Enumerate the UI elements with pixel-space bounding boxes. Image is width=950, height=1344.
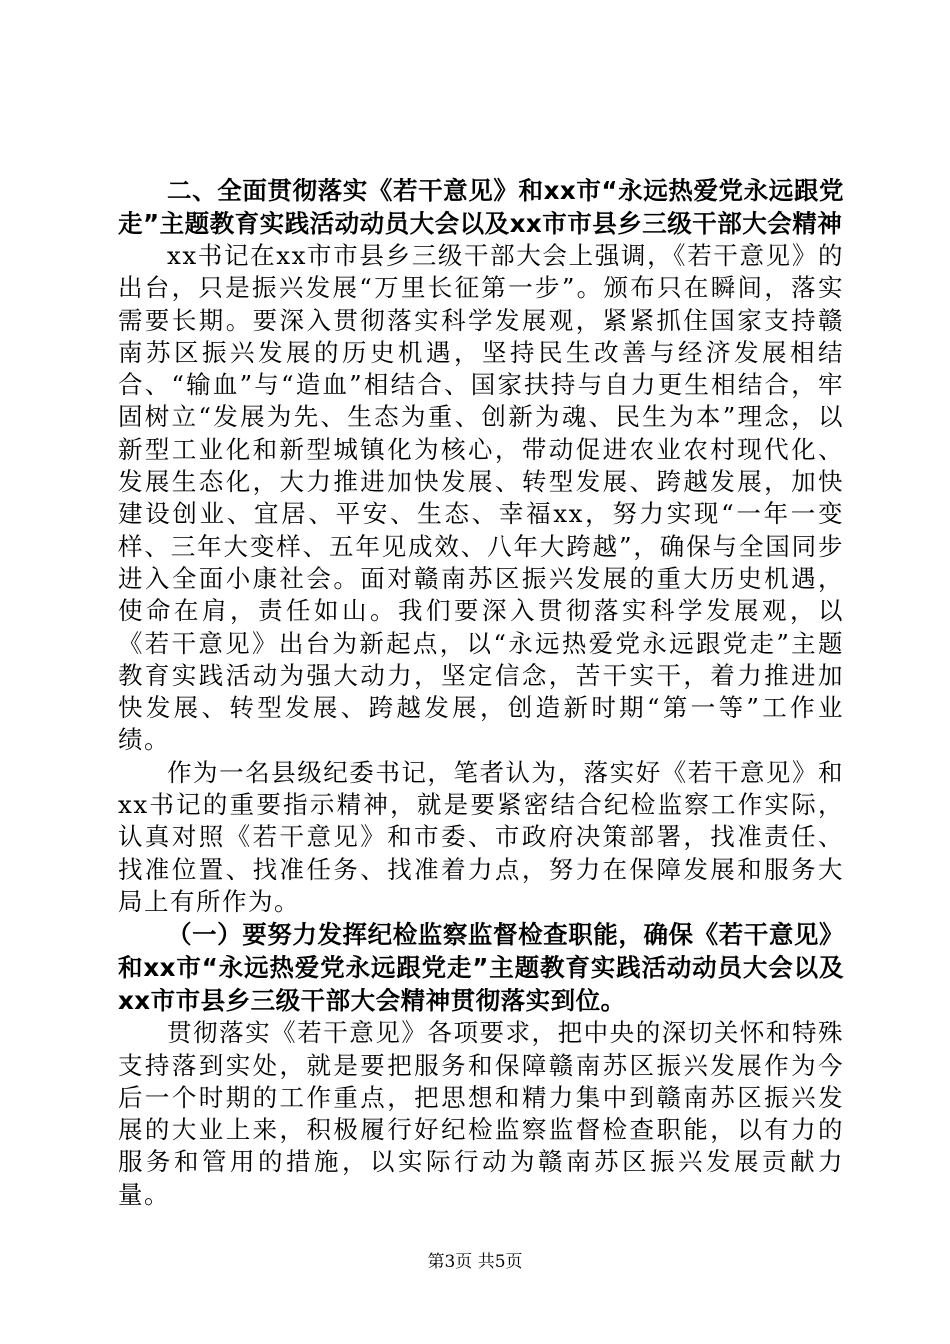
section-heading: 二、全面贯彻落实《若干意见》和xx市“永远热爱党永远跟党走”主题教育实践活动动员大会以及xx市市县乡三级干部大会精神 — [118, 176, 844, 238]
body-paragraph: 贯彻落实《若干意见》各项要求，把中央的深切关怀和特殊支持落到实处，就是要把服务和保障赣南苏区振兴发展作为今后一个时期的工作重点，把思想和精力集中到赣南苏区振兴发展的大业上来，积极履行好纪检监察监督检查职能，以有力的服务和管用的措施，以实际行动为赣南苏区振兴发展贡献力量。 — [118, 1018, 844, 1209]
document-body — [118, 174, 844, 1211]
body-paragraph: 作为一名县级纪委书记，笔者认为，落实好《若干意见》和xx书记的重要指示精神，就是要紧密结合纪检监察工作实际，认真对照《若干意见》和市委、市政府决策部署，找准责任、找准位置、找准任务、找准着力点，努力在保障发展和服务大局上有所作为。 — [118, 757, 844, 916]
subsection-heading: （一）要努力发挥纪检监察监督检查职能，确保《若干意见》和xx市“永远热爱党永远跟党走”主题教育实践活动动员大会以及xx市市县乡三级干部大会精神贯彻落实到位。 — [118, 920, 844, 1016]
page-number-footer: 第3页 共5页 — [427, 1252, 523, 1272]
body-paragraph: xx书记在xx市市县乡三级干部大会上强调，《若干意见》的出台，只是振兴发展“万里长征第一步”。颁布只在瞬间，落实需要长期。要深入贯彻落实科学发展观，紧紧抓住国家支持赣南苏区振兴发展的历史机遇，坚持民生改善与经济发展相结合、“输血”与“造血”相结合、国家扶持与自力更生相结合，牢固树立“发展为先、生态为重、创新为魂、民生为本”理念，以新型工业化和新型城镇化为核心，带动促进农业农村现代化、发展生态化，大力推进加快发展、转型发展、跨越发展，加快建设创业、宜居、平安、生态、幸福xx，努力实现“一年一变样、三年大变样、五年见成效、八年大跨越”，确保与全国同步进入全面小康社会。面对赣南苏区振兴发展的重大历史机遇，使命在肩，责任如山。我们要深入贯彻落实科学发展观，以《若干意见》出台为新起点，以“永远热爱党永远跟党走”主题教育实践活动为强大动力，坚定信念，苦干实干，着力推进加快发展、转型发展、跨越发展，创造新时期“第一等”工作业绩。 — [118, 241, 844, 755]
